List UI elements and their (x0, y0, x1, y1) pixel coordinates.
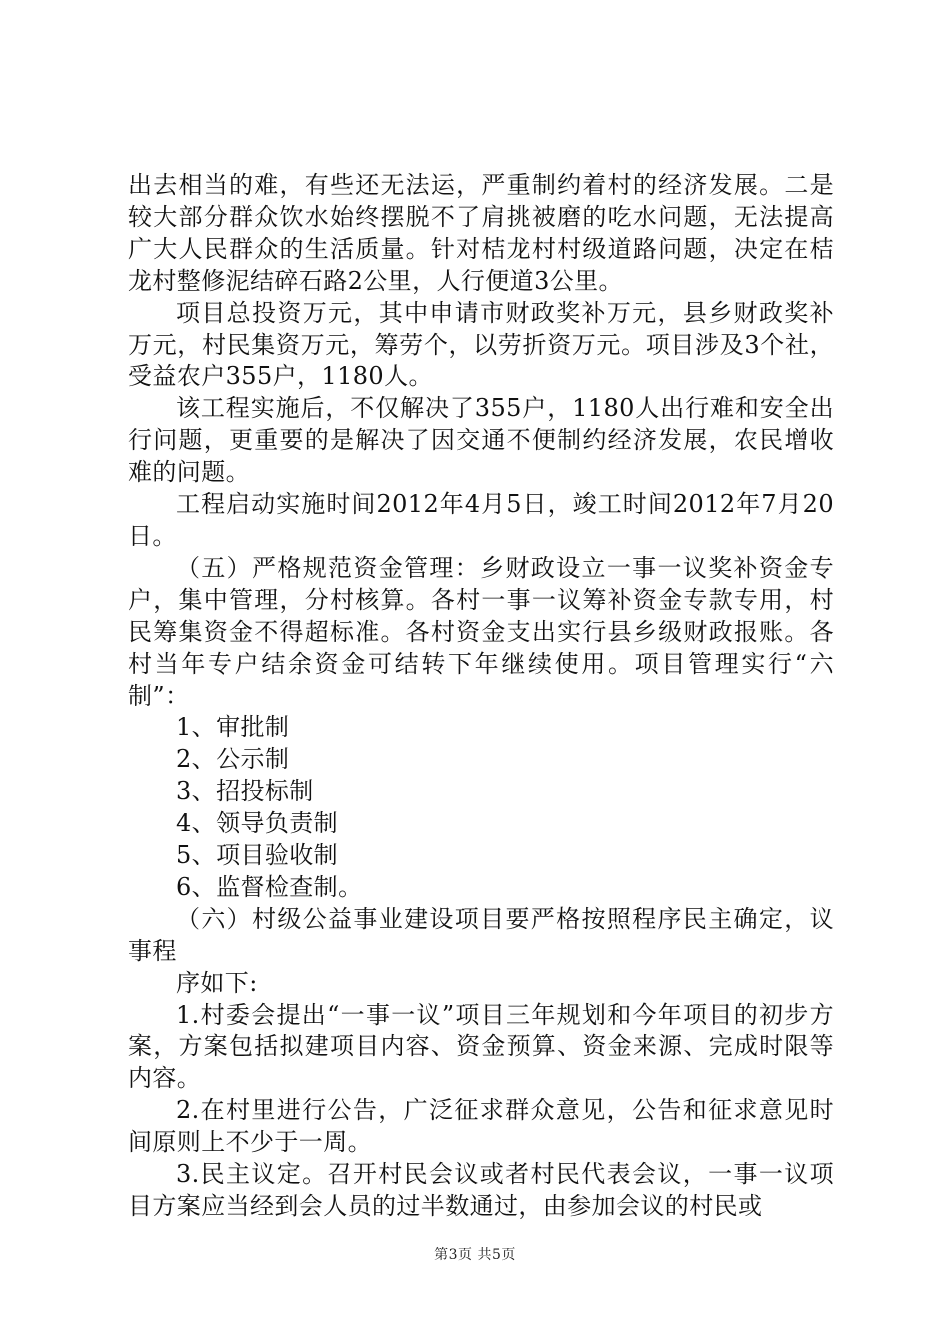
paragraph-procedure-intro: 序如下: (176, 968, 258, 997)
document-body (128, 170, 834, 1223)
paragraph-step-2: 2.在村里进行公告，广泛征求群众意见，公告和征求意见时间原则上不少于一周。 (128, 1096, 834, 1157)
list-item: 1、审批制 (176, 713, 290, 742)
paragraph-benefit: 该工程实施后，不仅解决了355户，1180人出行难和安全出行问题，更重要的是解决了因交通不便制约经济发展，农民增收难的问题。 (128, 394, 834, 487)
paragraph-procedure-heading: （六）村级公益事业建设项目要严格按照程序民主确定，议事程 (128, 904, 834, 965)
paragraph-step-3: 3.民主议定。召开村民会议或者村民代表会议，一事一议项目方案应当经到会人员的过半数通过，由参加会议的村民或 (128, 1160, 834, 1220)
paragraph-fund-management: （五）严格规范资金管理：乡财政设立一事一议奖补资金专户，集中管理，分村核算。各村一事一议筹补资金专款专用，村民筹集资金不得超标准。各村资金支出实行县乡级财政报账。各村当年专户结余资金可结转下年继续使用。项目管理实行“六制”： (128, 553, 834, 710)
list-item: 3、招投标制 (176, 777, 314, 806)
list-item: 4、领导负责制 (176, 809, 339, 838)
paragraph-step-1: 1.村委会提出“一事一议”项目三年规划和今年项目的初步方案，方案包括拟建项目内容、资金预算、资金来源、完成时限等内容。 (128, 1000, 834, 1093)
list-item: 5、项目验收制 (176, 841, 339, 870)
page-footer: 第3页 共5页 (434, 1247, 516, 1263)
paragraph-schedule: 工程启动实施时间2012年4月5日，竣工时间2012年7月20日。 (128, 490, 834, 550)
paragraph-continuation: 出去相当的难，有些还无法运，严重制约着村的经济发展。二是较大部分群众饮水始终摆脱不了肩挑被磨的吃水问题，无法提高广大人民群众的生活质量。针对桔龙村村级道路问题，决定在桔龙村整修泥结碎石路2公里，人行便道3公里。 (128, 171, 834, 295)
paragraph-investment: 项目总投资万元，其中申请市财政奖补万元，县乡财政奖补万元，村民集资万元，筹劳个，以劳折资万元。项目涉及3个社，受益农户355户，1180人。 (128, 298, 834, 391)
list-item: 2、公示制 (176, 745, 290, 774)
list-item: 6、监督检查制。 (176, 872, 363, 901)
